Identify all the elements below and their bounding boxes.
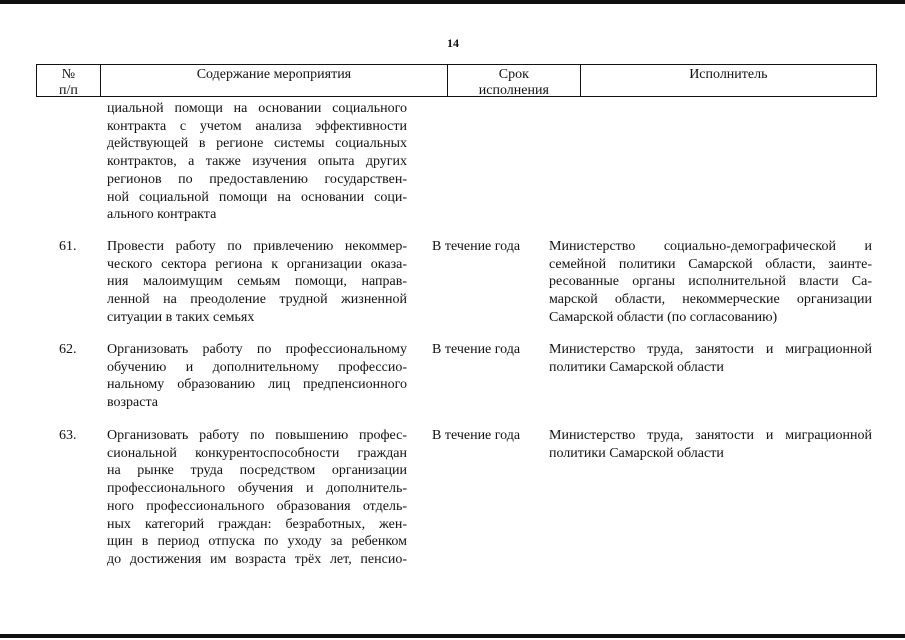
text-line: на рынке труда посредством организации — [107, 463, 407, 479]
row-number: 63. — [59, 428, 77, 443]
text-line: марской области, некоммерческие организации — [549, 292, 872, 308]
text-line: семейной политики Самарской области, заинте- — [549, 256, 872, 272]
text-line: действующей в регионе системы социальных — [107, 136, 407, 152]
text-line: Министерство социально-демографической и — [549, 239, 872, 254]
row-executor — [549, 427, 872, 462]
text-line: ресованные органы исполнительной власти Са- — [549, 274, 872, 290]
text-line: возраста — [107, 395, 158, 411]
header-term — [448, 65, 581, 96]
text-line: ного профессионального образования отдель- — [107, 498, 407, 514]
header-number-line: п/п — [58, 83, 78, 98]
text-line: Провести работу по привлечению некоммер- — [107, 239, 407, 254]
text-line: ных категорий граждан: безработных, жен- — [107, 516, 407, 532]
text-line: обучению и дополнительному профессио- — [107, 359, 407, 375]
header-term-line: Срок — [498, 67, 529, 82]
top-border-line — [0, 0, 905, 4]
table-header — [36, 64, 877, 97]
header-number-line: № — [61, 67, 76, 82]
text-line: циальной помощи на основании социального — [107, 101, 407, 116]
text-line: щин в период отпуска по уходу за ребенком — [107, 534, 407, 550]
text-line: ального контракта — [107, 207, 217, 223]
text-line: Организовать работу по повышению профес- — [107, 428, 407, 443]
text-line: политики Самарской области — [549, 445, 724, 461]
row-content — [107, 341, 407, 412]
text-line: Организовать работу по профессиональному — [107, 342, 407, 357]
text-line: контрактов, а также изучения опыта других — [107, 154, 407, 170]
text-line: Министерство труда, занятости и миграционной — [549, 428, 872, 443]
text-line: политики Самарской области — [549, 359, 724, 375]
row-content — [107, 427, 407, 569]
text-line: ния малоимущим семьям помощи, направ- — [107, 274, 407, 290]
row-number: 62. — [59, 342, 77, 357]
text-line: профессионального обучения и дополнитель- — [107, 481, 407, 497]
text-line: контракта с учетом анализа эффективности — [107, 118, 407, 134]
text-line: нальному образованию лиц предпенсионного — [107, 377, 407, 393]
text-line: ной социальной помощи на основании соци- — [107, 189, 407, 205]
bottom-border-line — [0, 634, 905, 638]
text-line: Министерство труда, занятости и миграционной — [549, 342, 872, 357]
text-line: регионов по предоставлению государствен- — [107, 171, 407, 187]
text-line: Самарской области (по согласованию) — [549, 309, 778, 325]
header-number — [37, 65, 101, 96]
row-term: В течение года — [432, 428, 521, 443]
header-term-line: исполнения — [478, 83, 549, 98]
row-number: 61. — [59, 239, 77, 254]
text-line: сиональной конкурентоспособности граждан — [107, 445, 407, 461]
page-number: 14 — [447, 36, 459, 50]
row-content — [107, 238, 407, 327]
text-line: до достижения им возраста трёх лет, пенсио- — [107, 551, 407, 567]
text-line: ситуации в таких семьях — [107, 309, 255, 325]
header-content: Содержание мероприятия — [101, 65, 448, 96]
row-term: В течение года — [432, 239, 521, 254]
header-executor: Исполнитель — [689, 67, 768, 82]
text-line: ленной на преодоление трудной жизненной — [107, 292, 407, 308]
row-executor — [549, 238, 872, 327]
text-line: ческого сектора региона к организации оказа- — [107, 256, 407, 272]
row-term: В течение года — [432, 342, 521, 357]
continuation-text — [107, 100, 407, 224]
row-executor — [549, 341, 872, 376]
